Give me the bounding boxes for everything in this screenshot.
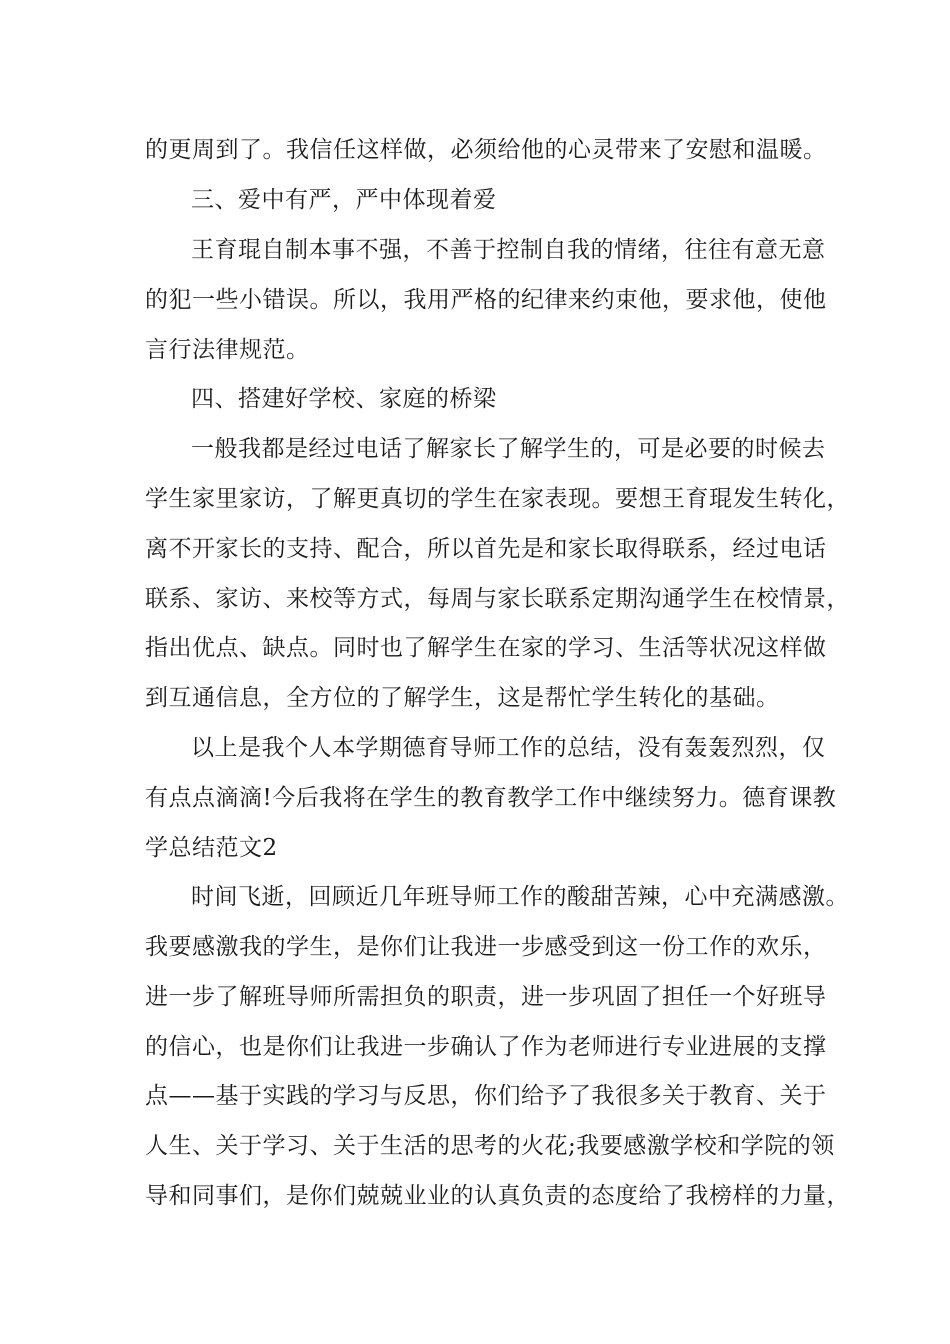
text-line: 王育琨自制本事不强，不善于控制自我的情绪，往往有意无意 [191, 237, 826, 263]
text-line: 的更周到了。我信任这样做，必须给他的心灵带来了安慰和温暖。 [145, 137, 827, 163]
text-line: 一般我都是经过电话了解家长了解学生的，可是必要的时候去 [191, 436, 826, 462]
text-line: 我要感激我的学生，是你们让我进一步感受到这一份工作的欢乐， [145, 934, 827, 960]
text-line: 到互通信息，全方位的了解学生，这是帮忙学生转化的基础。 [145, 685, 780, 711]
text-line: 进一步了解班导师所需担负的职责，进一步巩固了担任一个好班导 [145, 984, 827, 1010]
text-line: 导和同事们，是你们兢兢业业的认真负责的态度给了我榜样的力量， [145, 1183, 850, 1209]
section-heading: 四、搭建好学校、家庭的桥梁 [191, 386, 497, 412]
text-line: 指出优点、缺点。同时也了解学生在家的学习、生活等状况这样做 [145, 635, 827, 661]
section-heading: 三、爱中有严，严中体现着爱 [191, 187, 497, 213]
text-line: 学总结范文2 [145, 835, 278, 861]
text-line: 联系、家访、来校等方式，每周与家长联系定期沟通学生在校情景， [145, 586, 850, 612]
text-line: 的犯一些小错误。所以，我用严格的纪律来约束他，要求他，使他 [145, 287, 827, 313]
text-line: 离不开家长的支持、配合，所以首先是和家长取得联系，经过电话 [145, 536, 827, 562]
text-line: 时间飞逝，回顾近几年班导师工作的酸甜苦辣，心中充满感激。 [191, 884, 849, 910]
text-line: 有点点滴滴!今后我将在学生的教育教学工作中继续努力。德育课教 [145, 785, 837, 811]
text-line: 学生家里家访，了解更真切的学生在家表现。要想王育琨发生转化， [145, 486, 850, 512]
text-line: 言行法律规范。 [145, 337, 310, 363]
text-line: 人生、关于学习、关于生活的思考的火花;我要感激学校和学院的领 [145, 1133, 835, 1159]
text-line: 点——基于实践的学习与反思，你们给予了我很多关于教育、关于 [145, 1083, 827, 1109]
text-line: 以上是我个人本学期德育导师工作的总结，没有轰轰烈烈，仅 [191, 735, 826, 761]
text-line: 的信心，也是你们让我进一步确认了作为老师进行专业进展的支撑 [145, 1034, 827, 1060]
